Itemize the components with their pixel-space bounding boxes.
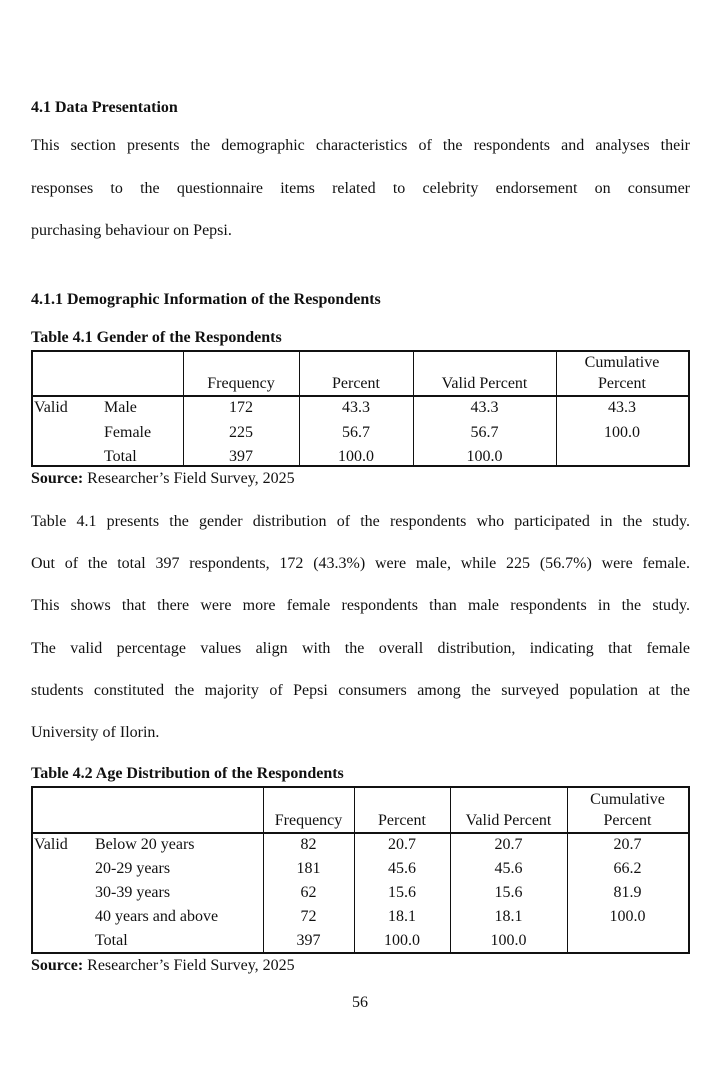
table2-row-label: 30-39 years <box>95 884 171 901</box>
table1-cell-valid-percent: 43.3 <box>470 399 499 416</box>
table1-header-rule <box>33 395 688 397</box>
table1-source <box>31 470 295 488</box>
table1-row-label: Male <box>104 399 137 416</box>
table1-header-cumulative-percent: Percent <box>598 375 646 392</box>
page-number: 56 <box>352 994 368 1011</box>
table2-header-percent: Percent <box>378 812 426 829</box>
table2-cell-percent: 100.0 <box>384 932 420 949</box>
table1-cell-frequency: 225 <box>229 424 253 441</box>
table1-header-frequency: Frequency <box>207 375 275 392</box>
table2-cell-frequency: 181 <box>296 860 321 877</box>
table2-cell-percent: 45.6 <box>388 860 416 877</box>
table2-cell-percent: 20.7 <box>388 836 416 853</box>
table2-caption: Table 4.2 Age Distribution of the Respondents <box>31 765 344 782</box>
table1-cell-cumulative: 43.3 <box>608 399 636 416</box>
intro-line-3: purchasing behaviour on Pepsi. <box>31 222 232 239</box>
table1-cell-valid-percent: 56.7 <box>470 424 499 441</box>
table2-header-frequency: Frequency <box>274 812 343 829</box>
table2-cell-frequency: 82 <box>300 836 317 853</box>
table2-header-rule <box>33 832 688 834</box>
table2-cell-cumulative: 20.7 <box>613 836 642 853</box>
intro-line-2: responses to the questionnaire items related to celebrity endorsement on consumer <box>31 180 690 197</box>
table1-cell-valid-percent: 100.0 <box>466 448 503 465</box>
table2-row-label: Below 20 years <box>95 836 195 853</box>
table1-cell-percent: 100.0 <box>338 448 374 465</box>
table1-cell-frequency: 172 <box>229 399 253 416</box>
table1-cell-percent: 56.7 <box>342 424 370 441</box>
table2-age <box>31 786 690 954</box>
table2-cell-cumulative: 100.0 <box>609 908 646 925</box>
table2-row-label: 40 years and above <box>95 908 219 925</box>
table2-cell-cumulative: 81.9 <box>613 884 642 901</box>
table2-cell-valid-percent: 100.0 <box>490 932 527 949</box>
table2-cell-frequency: 397 <box>296 932 321 949</box>
table1-header-valid-percent: Valid Percent <box>441 375 528 392</box>
section-heading: 4.1 Data Presentation <box>31 99 178 116</box>
table2-cell-valid-percent: 15.6 <box>494 884 523 901</box>
para2-line-3: This shows that there were more female respondents than male respondents in the study. <box>31 597 690 614</box>
para2-line-5: students constituted the majority of Pepsi consumers among the surveyed population at the <box>31 682 690 699</box>
table2-cell-valid-percent: 20.7 <box>494 836 523 853</box>
table1-valid-label: Valid <box>34 399 68 416</box>
table1-header-percent: Percent <box>332 375 380 392</box>
table2-cell-valid-percent: 18.1 <box>494 908 523 925</box>
table2-cell-cumulative: 66.2 <box>613 860 642 877</box>
source-text: Researcher’s Field Survey, 2025 <box>83 470 295 487</box>
table2-source <box>31 957 295 975</box>
table2-cell-percent: 18.1 <box>388 908 416 925</box>
table2-header-cumulative-percent: Percent <box>603 812 652 829</box>
intro-line-1: This section presents the demographic characteristics of the respondents and analyses their <box>31 137 690 154</box>
para2-line-2: Out of the total 397 respondents, 172 (43.3%) were male, while 225 (56.7%) were female. <box>31 555 690 572</box>
table2-header-cumulative: Cumulative <box>590 791 665 808</box>
table2-valid-label: Valid <box>34 836 68 853</box>
table1-row-label: Total <box>104 448 137 465</box>
table1-cell-percent: 43.3 <box>342 399 370 416</box>
table2-cell-valid-percent: 45.6 <box>494 860 523 877</box>
table1-row-label: Female <box>104 424 152 441</box>
source-text: Researcher’s Field Survey, 2025 <box>83 957 295 974</box>
table1-header-cumulative: Cumulative <box>584 354 660 371</box>
table2-cell-percent: 15.6 <box>388 884 416 901</box>
subsection-heading: 4.1.1 Demographic Information of the Respondents <box>31 291 381 308</box>
table1-cell-frequency: 397 <box>229 448 253 465</box>
table1-cell-cumulative: 100.0 <box>604 424 640 441</box>
source-label: Source: <box>31 470 84 487</box>
table2-row-label: 20-29 years <box>95 860 171 877</box>
source-label: Source: <box>31 957 84 974</box>
table2-row-label: Total <box>95 932 128 949</box>
table2-cell-frequency: 72 <box>300 908 317 925</box>
table2-header-valid-percent: Valid Percent <box>465 812 552 829</box>
table1-gender <box>31 350 690 467</box>
table2-cell-frequency: 62 <box>300 884 317 901</box>
para2-line-1: Table 4.1 presents the gender distribution of the respondents who participated in the study. <box>31 513 690 530</box>
para2-line-4: The valid percentage values align with the overall distribution, indicating that female <box>31 640 690 657</box>
table1-caption: Table 4.1 Gender of the Respondents <box>31 329 282 346</box>
para2-line-6: University of Ilorin. <box>31 724 160 741</box>
